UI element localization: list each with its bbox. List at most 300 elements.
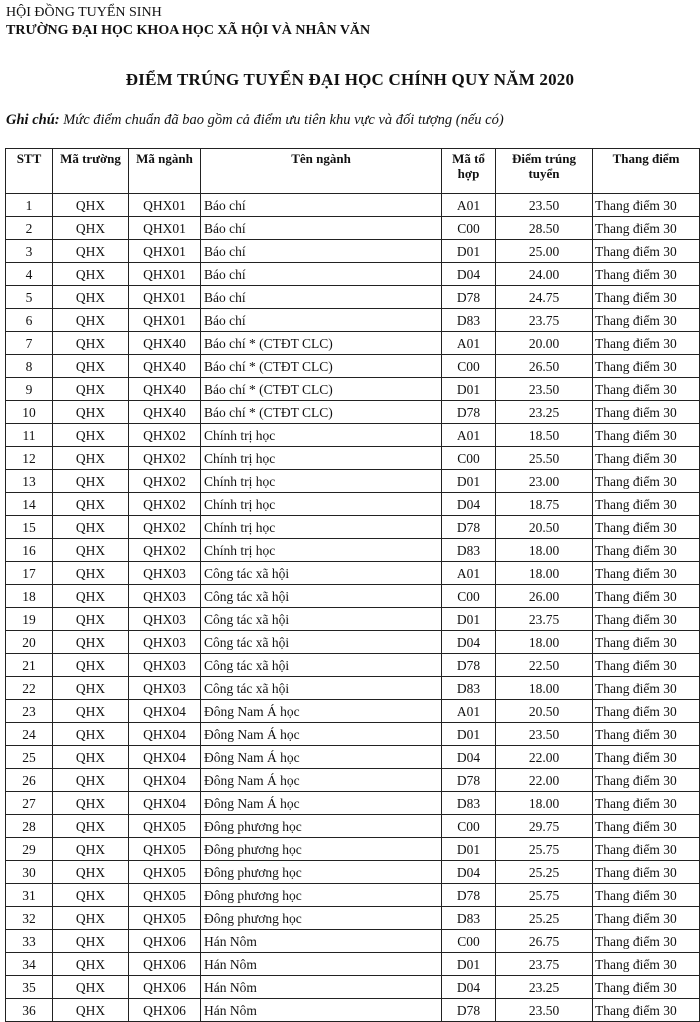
table-row <box>6 447 700 470</box>
cell-scale: Thang điểm 30 <box>593 309 700 332</box>
cell-major-code: QHX05 <box>129 861 201 884</box>
cell-school-code: QHX <box>53 700 129 723</box>
cell-major-code: QHX40 <box>129 332 201 355</box>
cell-combination-code: D04 <box>442 861 496 884</box>
cell-major-code: QHX40 <box>129 355 201 378</box>
cell-combination-code: C00 <box>442 930 496 953</box>
cell-major-name: Báo chí * (CTĐT CLC) <box>201 401 442 424</box>
table-row <box>6 769 700 792</box>
cell-scale: Thang điểm 30 <box>593 746 700 769</box>
cell-major-code: QHX01 <box>129 263 201 286</box>
cell-major-code: QHX40 <box>129 401 201 424</box>
cell-major-name: Báo chí * (CTĐT CLC) <box>201 378 442 401</box>
cell-major-code: QHX03 <box>129 654 201 677</box>
cell-stt: 16 <box>6 539 53 562</box>
table-row <box>6 884 700 907</box>
cell-stt: 30 <box>6 861 53 884</box>
cell-major-name: Báo chí <box>201 286 442 309</box>
cell-combination-code: A01 <box>442 562 496 585</box>
cell-major-name: Công tác xã hội <box>201 585 442 608</box>
cell-school-code: QHX <box>53 240 129 263</box>
cell-major-name: Công tác xã hội <box>201 654 442 677</box>
cell-major-code: QHX04 <box>129 723 201 746</box>
cell-school-code: QHX <box>53 769 129 792</box>
cell-scale: Thang điểm 30 <box>593 332 700 355</box>
cell-scale: Thang điểm 30 <box>593 654 700 677</box>
cell-major-name: Chính trị học <box>201 516 442 539</box>
table-row <box>6 562 700 585</box>
cell-admission-score: 23.00 <box>496 470 593 493</box>
cell-admission-score: 23.25 <box>496 976 593 999</box>
cell-admission-score: 22.00 <box>496 746 593 769</box>
cell-school-code: QHX <box>53 493 129 516</box>
cell-combination-code: D01 <box>442 378 496 401</box>
cell-major-name: Công tác xã hội <box>201 608 442 631</box>
cell-stt: 23 <box>6 700 53 723</box>
cell-major-name: Công tác xã hội <box>201 562 442 585</box>
cell-admission-score: 18.00 <box>496 631 593 654</box>
cell-major-name: Đông Nam Á học <box>201 723 442 746</box>
cell-school-code: QHX <box>53 930 129 953</box>
cell-admission-score: 18.00 <box>496 677 593 700</box>
cell-major-name: Báo chí * (CTĐT CLC) <box>201 355 442 378</box>
table-row <box>6 493 700 516</box>
cell-admission-score: 26.00 <box>496 585 593 608</box>
cell-major-code: QHX02 <box>129 539 201 562</box>
cell-school-code: QHX <box>53 723 129 746</box>
cell-major-code: QHX06 <box>129 976 201 999</box>
cell-major-name: Hán Nôm <box>201 953 442 976</box>
cell-stt: 19 <box>6 608 53 631</box>
cell-scale: Thang điểm 30 <box>593 585 700 608</box>
cell-combination-code: D83 <box>442 539 496 562</box>
cell-major-code: QHX03 <box>129 562 201 585</box>
table-row <box>6 286 700 309</box>
cell-major-code: QHX03 <box>129 608 201 631</box>
cell-admission-score: 26.75 <box>496 930 593 953</box>
cell-school-code: QHX <box>53 999 129 1022</box>
cell-major-name: Chính trị học <box>201 447 442 470</box>
cell-combination-code: D83 <box>442 792 496 815</box>
cell-school-code: QHX <box>53 631 129 654</box>
cell-admission-score: 18.00 <box>496 539 593 562</box>
cell-major-name: Đông phương học <box>201 815 442 838</box>
cell-combination-code: D78 <box>442 884 496 907</box>
cell-stt: 1 <box>6 194 53 217</box>
cell-scale: Thang điểm 30 <box>593 861 700 884</box>
cell-combination-code: D04 <box>442 746 496 769</box>
table-row <box>6 240 700 263</box>
cell-stt: 11 <box>6 424 53 447</box>
table-row <box>6 815 700 838</box>
cell-scale: Thang điểm 30 <box>593 355 700 378</box>
header-stt: STT <box>6 149 53 194</box>
cell-major-code: QHX05 <box>129 907 201 930</box>
cell-scale: Thang điểm 30 <box>593 999 700 1022</box>
document-title: ĐIỂM TRÚNG TUYỂN ĐẠI HỌC CHÍNH QUY NĂM 2020 <box>125 70 575 89</box>
cell-school-code: QHX <box>53 884 129 907</box>
table-row <box>6 263 700 286</box>
cell-major-name: Hán Nôm <box>201 999 442 1022</box>
cell-school-code: QHX <box>53 907 129 930</box>
cell-stt: 35 <box>6 976 53 999</box>
cell-scale: Thang điểm 30 <box>593 263 700 286</box>
cell-stt: 12 <box>6 447 53 470</box>
cell-school-code: QHX <box>53 355 129 378</box>
table-header-row <box>6 149 700 194</box>
cell-admission-score: 28.50 <box>496 217 593 240</box>
table-row <box>6 516 700 539</box>
cell-stt: 31 <box>6 884 53 907</box>
cell-major-code: QHX04 <box>129 700 201 723</box>
table-row <box>6 953 700 976</box>
note-text: Mức điểm chuẩn đã bao gồm cả điểm ưu tiên khu vực và đối tượng (nếu có) <box>59 112 504 128</box>
cell-combination-code: D01 <box>442 723 496 746</box>
cell-scale: Thang điểm 30 <box>593 378 700 401</box>
table-row <box>6 355 700 378</box>
cell-major-name: Chính trị học <box>201 539 442 562</box>
cell-school-code: QHX <box>53 953 129 976</box>
cell-admission-score: 25.75 <box>496 884 593 907</box>
cell-admission-score: 20.50 <box>496 516 593 539</box>
cell-major-code: QHX04 <box>129 746 201 769</box>
cell-scale: Thang điểm 30 <box>593 884 700 907</box>
cell-combination-code: D04 <box>442 631 496 654</box>
cell-combination-code: D04 <box>442 976 496 999</box>
cell-admission-score: 23.75 <box>496 953 593 976</box>
cell-stt: 2 <box>6 217 53 240</box>
cell-combination-code: D04 <box>442 493 496 516</box>
cell-major-code: QHX01 <box>129 309 201 332</box>
cell-major-code: QHX02 <box>129 447 201 470</box>
cell-major-code: QHX03 <box>129 631 201 654</box>
cell-stt: 15 <box>6 516 53 539</box>
cell-scale: Thang điểm 30 <box>593 838 700 861</box>
cell-admission-score: 26.50 <box>496 355 593 378</box>
cell-admission-score: 23.50 <box>496 723 593 746</box>
cell-school-code: QHX <box>53 194 129 217</box>
cell-scale: Thang điểm 30 <box>593 907 700 930</box>
cell-school-code: QHX <box>53 332 129 355</box>
table-row <box>6 907 700 930</box>
table-row <box>6 792 700 815</box>
cell-stt: 8 <box>6 355 53 378</box>
cell-admission-score: 18.00 <box>496 562 593 585</box>
cell-scale: Thang điểm 30 <box>593 493 700 516</box>
table-row <box>6 631 700 654</box>
cell-stt: 13 <box>6 470 53 493</box>
cell-major-code: QHX02 <box>129 493 201 516</box>
cell-stt: 3 <box>6 240 53 263</box>
cell-major-name: Báo chí <box>201 240 442 263</box>
table-row <box>6 332 700 355</box>
cell-combination-code: A01 <box>442 332 496 355</box>
table-body <box>6 194 700 1022</box>
cell-school-code: QHX <box>53 677 129 700</box>
cell-school-code: QHX <box>53 309 129 332</box>
cell-admission-score: 23.75 <box>496 608 593 631</box>
cell-major-code: QHX03 <box>129 677 201 700</box>
cell-major-name: Công tác xã hội <box>201 677 442 700</box>
cell-admission-score: 25.00 <box>496 240 593 263</box>
cell-major-name: Đông phương học <box>201 861 442 884</box>
table-row <box>6 194 700 217</box>
cell-scale: Thang điểm 30 <box>593 815 700 838</box>
cell-admission-score: 25.75 <box>496 838 593 861</box>
issuer-block <box>6 4 370 40</box>
cell-stt: 17 <box>6 562 53 585</box>
header-scale: Thang điểm <box>593 149 700 194</box>
cell-scale: Thang điểm 30 <box>593 723 700 746</box>
header-major-name: Tên ngành <box>201 149 442 194</box>
cell-stt: 21 <box>6 654 53 677</box>
table-row <box>6 539 700 562</box>
cell-scale: Thang điểm 30 <box>593 677 700 700</box>
note-label: Ghi chú: <box>6 112 60 128</box>
cell-scale: Thang điểm 30 <box>593 286 700 309</box>
cell-major-code: QHX01 <box>129 286 201 309</box>
cell-combination-code: D01 <box>442 953 496 976</box>
table-row <box>6 608 700 631</box>
cell-school-code: QHX <box>53 378 129 401</box>
council-name: HỘI ĐỒNG TUYỂN SINH <box>6 5 162 20</box>
table-row <box>6 677 700 700</box>
cell-major-code: QHX03 <box>129 585 201 608</box>
cell-combination-code: D83 <box>442 907 496 930</box>
cell-scale: Thang điểm 30 <box>593 700 700 723</box>
cell-combination-code: D78 <box>442 769 496 792</box>
cell-school-code: QHX <box>53 838 129 861</box>
cell-combination-code: D01 <box>442 608 496 631</box>
cell-scale: Thang điểm 30 <box>593 631 700 654</box>
cell-major-name: Đông phương học <box>201 884 442 907</box>
cell-major-code: QHX04 <box>129 792 201 815</box>
cell-admission-score: 23.25 <box>496 401 593 424</box>
cell-combination-code: A01 <box>442 424 496 447</box>
table-row <box>6 217 700 240</box>
cell-scale: Thang điểm 30 <box>593 217 700 240</box>
cell-stt: 24 <box>6 723 53 746</box>
table-row <box>6 424 700 447</box>
cell-stt: 18 <box>6 585 53 608</box>
table-row <box>6 309 700 332</box>
cell-school-code: QHX <box>53 608 129 631</box>
cell-stt: 9 <box>6 378 53 401</box>
cell-major-name: Chính trị học <box>201 424 442 447</box>
cell-stt: 5 <box>6 286 53 309</box>
cell-admission-score: 25.25 <box>496 861 593 884</box>
cell-school-code: QHX <box>53 286 129 309</box>
cell-major-code: QHX04 <box>129 769 201 792</box>
cell-combination-code: D78 <box>442 516 496 539</box>
cell-school-code: QHX <box>53 539 129 562</box>
cell-combination-code: D78 <box>442 286 496 309</box>
table-row <box>6 999 700 1022</box>
cell-scale: Thang điểm 30 <box>593 447 700 470</box>
cell-stt: 20 <box>6 631 53 654</box>
cell-stt: 26 <box>6 769 53 792</box>
cell-major-name: Đông phương học <box>201 907 442 930</box>
table-row <box>6 930 700 953</box>
cell-major-code: QHX40 <box>129 378 201 401</box>
cell-stt: 36 <box>6 999 53 1022</box>
cell-major-code: QHX06 <box>129 999 201 1022</box>
cell-combination-code: C00 <box>442 585 496 608</box>
cell-combination-code: D78 <box>442 999 496 1022</box>
cell-major-name: Đông Nam Á học <box>201 746 442 769</box>
cell-stt: 22 <box>6 677 53 700</box>
cell-scale: Thang điểm 30 <box>593 976 700 999</box>
cell-major-code: QHX05 <box>129 815 201 838</box>
cell-admission-score: 23.50 <box>496 999 593 1022</box>
header-school-code: Mã trường <box>53 149 129 194</box>
cell-major-name: Báo chí * (CTĐT CLC) <box>201 332 442 355</box>
cell-scale: Thang điểm 30 <box>593 792 700 815</box>
cell-major-name: Báo chí <box>201 217 442 240</box>
cell-school-code: QHX <box>53 976 129 999</box>
cell-major-code: QHX01 <box>129 240 201 263</box>
cell-school-code: QHX <box>53 861 129 884</box>
cell-school-code: QHX <box>53 516 129 539</box>
cell-school-code: QHX <box>53 654 129 677</box>
cell-stt: 4 <box>6 263 53 286</box>
cell-major-name: Chính trị học <box>201 493 442 516</box>
header-admission-score: Điểm trúng tuyển <box>496 149 593 194</box>
table-row <box>6 654 700 677</box>
cell-combination-code: D01 <box>442 838 496 861</box>
cell-admission-score: 25.50 <box>496 447 593 470</box>
cell-major-name: Báo chí <box>201 309 442 332</box>
cell-major-code: QHX01 <box>129 194 201 217</box>
header-major-code: Mã ngành <box>129 149 201 194</box>
cell-combination-code: A01 <box>442 700 496 723</box>
cell-major-name: Đông Nam Á học <box>201 700 442 723</box>
cell-scale: Thang điểm 30 <box>593 401 700 424</box>
cell-major-code: QHX02 <box>129 470 201 493</box>
cell-stt: 10 <box>6 401 53 424</box>
table-row <box>6 723 700 746</box>
cell-scale: Thang điểm 30 <box>593 769 700 792</box>
cell-stt: 34 <box>6 953 53 976</box>
cell-major-name: Đông Nam Á học <box>201 769 442 792</box>
cell-admission-score: 23.50 <box>496 194 593 217</box>
university-name: TRƯỜNG ĐẠI HỌC KHOA HỌC XÃ HỘI VÀ NHÂN VĂN <box>6 23 371 38</box>
cell-major-name: Hán Nôm <box>201 930 442 953</box>
cell-admission-score: 18.75 <box>496 493 593 516</box>
cell-admission-score: 23.75 <box>496 309 593 332</box>
cell-stt: 7 <box>6 332 53 355</box>
cell-combination-code: C00 <box>442 355 496 378</box>
cell-major-code: QHX06 <box>129 953 201 976</box>
cell-admission-score: 24.75 <box>496 286 593 309</box>
cell-stt: 27 <box>6 792 53 815</box>
cell-admission-score: 20.50 <box>496 700 593 723</box>
cell-admission-score: 25.25 <box>496 907 593 930</box>
cell-scale: Thang điểm 30 <box>593 470 700 493</box>
table-row <box>6 700 700 723</box>
cell-major-code: QHX06 <box>129 930 201 953</box>
cell-scale: Thang điểm 30 <box>593 424 700 447</box>
cell-school-code: QHX <box>53 217 129 240</box>
cell-admission-score: 18.00 <box>496 792 593 815</box>
cell-scale: Thang điểm 30 <box>593 562 700 585</box>
cell-admission-score: 18.50 <box>496 424 593 447</box>
cell-combination-code: D83 <box>442 677 496 700</box>
cell-stt: 33 <box>6 930 53 953</box>
cell-stt: 29 <box>6 838 53 861</box>
cell-scale: Thang điểm 30 <box>593 953 700 976</box>
cell-scale: Thang điểm 30 <box>593 194 700 217</box>
table-row <box>6 746 700 769</box>
cell-school-code: QHX <box>53 746 129 769</box>
table-row <box>6 838 700 861</box>
cell-scale: Thang điểm 30 <box>593 539 700 562</box>
table-row <box>6 401 700 424</box>
cell-scale: Thang điểm 30 <box>593 608 700 631</box>
cell-major-code: QHX01 <box>129 217 201 240</box>
note-line <box>6 112 504 129</box>
cell-combination-code: C00 <box>442 815 496 838</box>
cell-major-code: QHX02 <box>129 424 201 447</box>
cell-scale: Thang điểm 30 <box>593 516 700 539</box>
cell-major-code: QHX05 <box>129 884 201 907</box>
cell-school-code: QHX <box>53 401 129 424</box>
cell-combination-code: D78 <box>442 401 496 424</box>
cell-school-code: QHX <box>53 470 129 493</box>
cell-stt: 25 <box>6 746 53 769</box>
cell-major-name: Báo chí <box>201 194 442 217</box>
admission-scores-table <box>5 148 700 1022</box>
cell-combination-code: D01 <box>442 240 496 263</box>
cell-combination-code: D01 <box>442 470 496 493</box>
cell-combination-code: D04 <box>442 263 496 286</box>
cell-admission-score: 22.50 <box>496 654 593 677</box>
cell-major-name: Đông Nam Á học <box>201 792 442 815</box>
cell-stt: 6 <box>6 309 53 332</box>
cell-combination-code: D83 <box>442 309 496 332</box>
cell-major-code: QHX05 <box>129 838 201 861</box>
cell-stt: 28 <box>6 815 53 838</box>
cell-school-code: QHX <box>53 424 129 447</box>
cell-combination-code: C00 <box>442 217 496 240</box>
cell-admission-score: 20.00 <box>496 332 593 355</box>
cell-major-code: QHX02 <box>129 516 201 539</box>
cell-admission-score: 23.50 <box>496 378 593 401</box>
cell-school-code: QHX <box>53 562 129 585</box>
cell-school-code: QHX <box>53 447 129 470</box>
cell-school-code: QHX <box>53 585 129 608</box>
cell-major-name: Báo chí <box>201 263 442 286</box>
cell-stt: 32 <box>6 907 53 930</box>
table-row <box>6 585 700 608</box>
cell-school-code: QHX <box>53 263 129 286</box>
cell-major-name: Đông phương học <box>201 838 442 861</box>
cell-combination-code: A01 <box>442 194 496 217</box>
cell-combination-code: D78 <box>442 654 496 677</box>
table-row <box>6 861 700 884</box>
cell-major-name: Hán Nôm <box>201 976 442 999</box>
header-combination-code: Mã tổ hợp <box>442 149 496 194</box>
table-row <box>6 976 700 999</box>
cell-school-code: QHX <box>53 792 129 815</box>
cell-admission-score: 24.00 <box>496 263 593 286</box>
cell-major-name: Công tác xã hội <box>201 631 442 654</box>
cell-scale: Thang điểm 30 <box>593 930 700 953</box>
table-row <box>6 378 700 401</box>
table-row <box>6 470 700 493</box>
cell-stt: 14 <box>6 493 53 516</box>
cell-admission-score: 22.00 <box>496 769 593 792</box>
